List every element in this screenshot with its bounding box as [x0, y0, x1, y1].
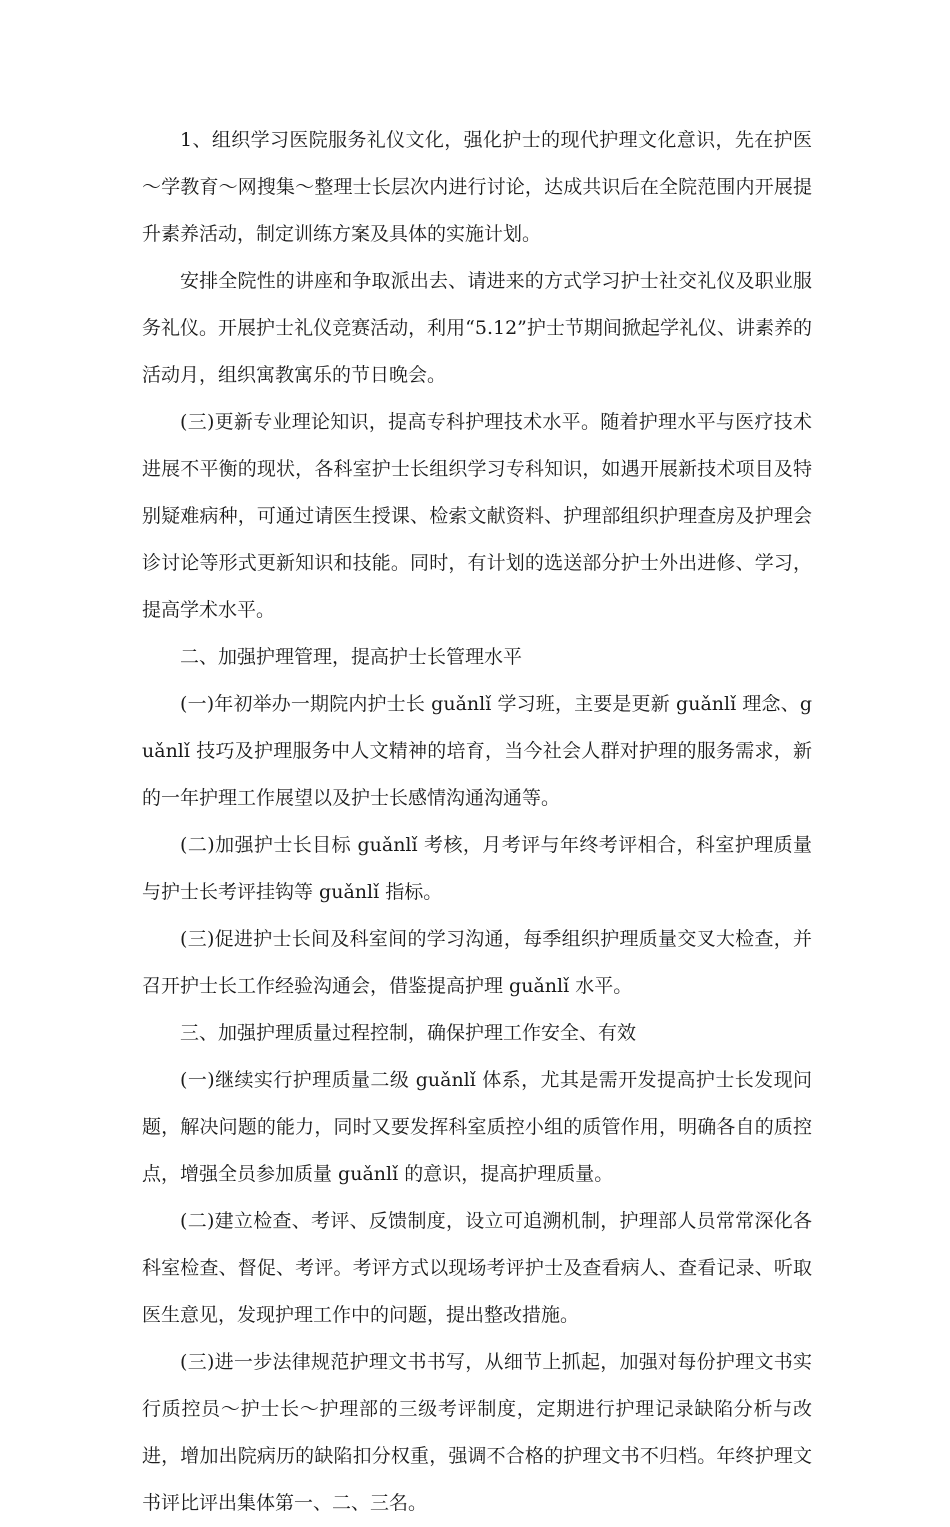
paragraph-etiquette-culture: 1、组织学习医院服务礼仪文化，强化护士的现代护理文化意识，先在护医～学教育～网搜集～整理士长层次内进行讨论，达成共识后在全院范围内开展提升素养活动，制定训练方案及具体的实施计划。: [142, 129, 812, 245]
heading-section-two: 二、加强护理管理，提高护士长管理水平: [180, 646, 523, 668]
heading-section-three: 三、加强护理质量过程控制，确保护理工作安全、有效: [180, 1022, 637, 1044]
paragraph-quality-system: (一)继续实行护理质量二级 guǎnlǐ 体系，尤其是需开发提高护士长发现问题，解决问题的能力，同时又要发挥科室质控小组的质管作用，明确各自的质控点，增强全员参加质量 guǎnlǐ 的意识，提高护理质量。: [142, 1069, 812, 1185]
paragraph-update-knowledge: (三)更新专业理论知识，提高专科护理技术水平。随着护理水平与医疗技术进展不平衡的现状，各科室护士长组织学习专科知识，如遇开展新技术项目及特别疑难病种，可通过请医生授课、检索文献资料、护理部组织护理查房及护理会诊讨论等形式更新知识和技能。同时，有计划的选送部分护士外出进修、学习，提高学术水平。: [142, 411, 812, 621]
paragraph-communication: (三)促进护士长间及科室间的学习沟通，每季组织护理质量交叉大检查，并召开护士长工作经验沟通会，借鉴提高护理 guǎnlǐ 水平。: [142, 928, 812, 997]
paragraph-inspection-feedback: (二)建立检查、考评、反馈制度，设立可追溯机制，护理部人员常常深化各科室检查、督促、考评。考评方式以现场考评护士及查看病人、查看记录、听取医生意见，发现护理工作中的问题，提出整改措施。: [142, 1210, 812, 1326]
document-body: [142, 117, 812, 1527]
paragraph-nursing-documents: (三)进一步法律规范护理文书书写，从细节上抓起，加强对每份护理文书实行质控员～护士长～护理部的三级考评制度，定期进行护理记录缺陷分析与改进，增加出院病历的缺陷扣分权重，强调不合格的护理文书不归档。年终护理文书评比评出集体第一、二、三名。: [142, 1351, 812, 1514]
paragraph-training-class: (一)年初举办一期院内护士长 guǎnlǐ 学习班，主要是更新 guǎnlǐ 理念、guǎnlǐ 技巧及护理服务中人文精神的培育，当今社会人群对护理的服务需求，新的一年护理工作展望以及护士长感情沟通沟通等。: [142, 693, 812, 809]
paragraph-etiquette-lectures: 安排全院性的讲座和争取派出去、请进来的方式学习护士社交礼仪及职业服务礼仪。开展护士礼仪竞赛活动，利用“5.12”护士节期间掀起学礼仪、讲素养的活动月，组织寓教寓乐的节日晚会。: [142, 270, 812, 386]
paragraph-target-assessment: (二)加强护士长目标 guǎnlǐ 考核，月考评与年终考评相合，科室护理质量与护士长考评挂钩等 guǎnlǐ 指标。: [142, 834, 812, 903]
